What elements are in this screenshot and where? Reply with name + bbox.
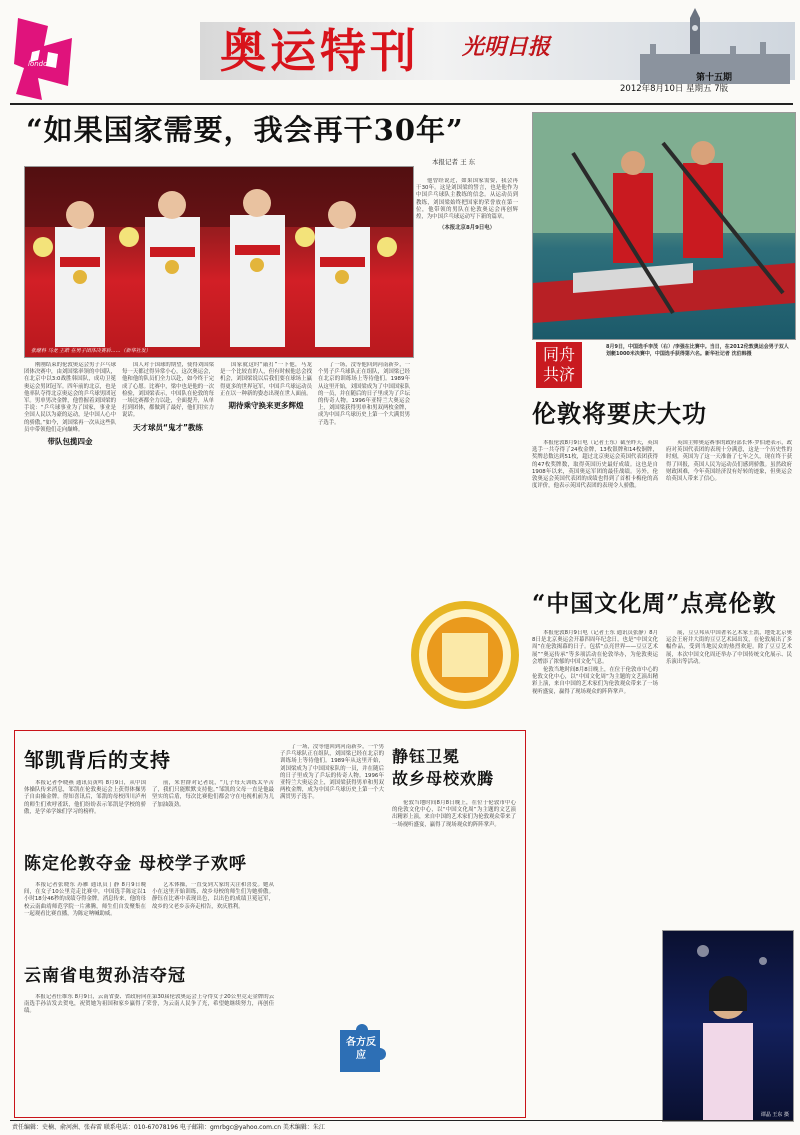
- date-line: 2012年8月10日 星期五 7版: [620, 84, 729, 94]
- subhead-3: 期待乘守换来更多辉煌: [228, 401, 304, 411]
- culture-col2-text: 展，豆豆邦从中国著名艺术家王凯，地处北京奥运会王府井大街的豆豆艺术园出发，在伦敦展出了多幅作品，受到当地民众的热烈欢迎。除了豆豆艺术展，本次中国文化周还举办了中国传统文化展示、民乐演出等活动。: [666, 630, 792, 665]
- lead-column-2: [122, 362, 214, 732]
- box-column-7: [392, 800, 516, 1106]
- box-column-1: [24, 780, 146, 844]
- singer-photo-caption: 谭晶 王东 摄: [760, 1111, 789, 1118]
- stamp-decoration: [400, 595, 530, 715]
- lead-source-note: （本报北京8月9日电）: [438, 225, 496, 232]
- lead-column-4: [318, 362, 410, 732]
- issue-number: 第十五期: [696, 73, 733, 83]
- canoe-photo: [532, 112, 796, 340]
- culture-col3-text: 伦敦当地时间8月8日晚上，在位于伦敦市中心的伦敦文化中心，以“中国文化周”为主题的文艺演出精彩上演，来自中国的艺术家们为伦敦观众带来了一场视听盛宴，赢得了现场观众的阵阵掌声。: [532, 667, 658, 695]
- subhead-1: 带队包揽四金: [47, 437, 93, 447]
- logo-text: london: [28, 60, 52, 68]
- lead-column-1: [24, 362, 116, 732]
- subhead-2: 天才球员“鬼才”教练: [133, 422, 203, 432]
- box-column-4: [152, 882, 274, 954]
- box-headline-4: 静钰卫冕 故乡母校欢腾: [392, 747, 495, 788]
- footer-rule: [10, 1120, 793, 1121]
- box-column-5: [24, 994, 274, 1106]
- table-tennis-team-image: [25, 167, 413, 357]
- masthead-title: 奥运特刊: [220, 24, 420, 78]
- box-headline-1: 邹凯背后的支持: [24, 748, 171, 772]
- box-col7-text: 伦敦当地时间8月8日晚上，在位于伦敦市中心的伦敦文化中心，以“中国文化周”为主题的文艺演出精彩上演，来自中国的艺术家们为伦敦观众带来了一场视听盛宴，赢得了现场观众的阵阵掌声。: [392, 800, 516, 828]
- footer-credits: 责任编辑：史楠、俞河洲、张春雷 联系电话：010-67078196 电子邮箱：gmrbgc@yahoo.com.cn 美术编辑：朱江: [12, 1124, 325, 1131]
- box-col5-text: 本报记者任维东 8月9日，云南省委、省政府向在第30届伦敦奥运会上夺得女子20公里竞走金牌的云南选手孙洁发去贺电，祝贺她为祖国和家乡赢得了荣誉，为云南人民争了光，希望她继续努力，再创佳绩。: [24, 994, 274, 1015]
- medal-stamp-icon: [400, 595, 530, 715]
- lead-column-3: [220, 362, 312, 732]
- culture-col1-text: 本报伦敦8月9日电（记者王东 通讯员张静）8月8日是北京奥运会开幕四周年纪念日，也是“中国文化周”在伦敦揭幕的日子。包括“点亮世界——豆豆艺术展”“奥运传承”等多项活动在伦敦举办，为伦敦奥运会增添了浓郁的中国文化气息。: [532, 630, 658, 665]
- london-col1-text: 本报伦敦8月9日电（记者王东）截至昨天，英国选手一共夺得了24枚金牌，13枚银牌和14枚铜牌，奖牌总数达到51枚，超过北京奥运会英国代表团获得的47枚奖牌数，取得英国历史最好成绩。这也是自1908年以来，英国奥运军团的最佳战绩。另外，伦敦奥运会英国代表团的成绩也得到了首相卡梅伦的高度评价，他表示英国代表团的表现令人骄傲。: [532, 440, 658, 490]
- reactions-badge: [334, 1022, 386, 1078]
- lead-byline: 本报记者 王 东: [432, 158, 476, 166]
- lead-photo-caption: 张继科 马龙 王皓 在男子团体决赛后……（新华社发）: [31, 347, 151, 354]
- canoe-athletes-image: [533, 113, 795, 339]
- culture-column-2: [666, 630, 792, 942]
- olympic-logo: [14, 16, 76, 102]
- badge-text: 各方反应: [346, 1037, 376, 1061]
- canoe-stamp-text: 同舟共济: [542, 345, 575, 384]
- london-col2-text: 英国主帅奥运赛事的政府部长休·罗伯逊表示，政府对英国代表团的表现十分满意，这是一个历史性的时刻，英国为了这一天准备了七年之久，现在终于获得了回报，英国人民为运动员们感到骄傲。虽然政府财政困难，今年英国经济没有好转的迹象，但奥运会给英国人带来了信心。: [666, 440, 792, 483]
- lead-col5-text: 他曾经说过，如果国家需要，我会再干30年。这是刘国梁的誓言，也是他作为中国乒乓球队主教练的信念。从运动员到教练，刘国梁始终把国家的荣誉放在第一位，他带领的男队在伦敦奥运会再创辉煌，为中国乒乓球运动写下新的篇章。: [416, 178, 518, 221]
- london-column-2: [666, 440, 792, 590]
- lead-col3-text: 国家就这时“敲打”一下他，马龙是一个比较直的人，但有时候他总会找机会，刘国梁说以后我们要在球场上赢得更多的世界冠军，中国乒乓球运动员正在以一种新的姿态出现在世人面前。: [220, 362, 312, 397]
- lead-col2-text: 国人对于国球的期望，使得刘国梁每一天都过得异常小心，这次奥运会，他和他的队员们全力以赴，如今终于完成了心愿。比赛中，梁中也是他的一次检验，刘国梁表示，中国队在伦敦的每一场比赛都全力以赴，全面提升，从单打到团体，都做到了最好，他们用实力说话。: [122, 362, 214, 419]
- london-column-1: [532, 440, 658, 590]
- singer-performance-image: [663, 931, 793, 1121]
- box-headline-2: 陈定伦敦夺金 母校学子欢呼: [24, 854, 247, 874]
- lead-col4-text: 了一场，没等他回到河南新乡，一个男子乒乓球队正在组队，刘国梁已经在北京的训练场上等待他们。1989年从这里开始，刘国梁成为了中国国家队的一员，并在随后的日子里成为了乒坛的传奇人物。1996年亚特兰大奥运会上，刘国梁获得男单和男双两枚金牌，成为中国乒乓球历史上第一个大满贯男子选手。: [318, 362, 410, 426]
- masthead-rule: [10, 103, 793, 105]
- lead-column-5: [416, 178, 518, 583]
- lead-photo: [24, 166, 414, 358]
- box-col1-text: 本报记者李晓燕 通讯员黄鸣 8月9日，从中国体操队传来消息，邹凯在伦敦奥运会上获得体操男子自由操金牌。得知喜讯后，邹凯的母校四川泸州的师生们欢呼雀跃，他们纷纷表示邹凯是学校的骄傲，是学弟学妹们学习的榜样。: [24, 780, 146, 815]
- singer-photo: [662, 930, 794, 1122]
- canoe-caption: 8月9日，中国选手李茂（右）/李强在比赛中。当日，在2012伦敦奥运会男子双人划艇1000米决赛中，中国选手获得第六名。新华社记者 沈伯韩摄: [606, 344, 789, 357]
- london-2012-logo-icon: [14, 16, 76, 102]
- masthead: [0, 0, 800, 105]
- box-column-3: [24, 882, 146, 954]
- london-headline: 伦敦将要庆大功: [532, 399, 707, 428]
- lead-col1-text: 刚刚结束的伦敦奥运会男子乒乓球团体决赛中，由刘国梁率领的中国队，在北京中以3:0战胜韩国队，成功卫冕奥运会男团冠军。四年前的北京，也是他率队夺得北京奥运会的乒乓球男团冠军。男单男决金牌，他曾握着刘国梁的手说：“乒乓球事业为了国家，事业是全国人民以为豪的运动，是中国人心中的骄傲。”如今，刘国梁再一次从这些队员中带领他们走向巅峰。: [24, 362, 116, 433]
- paper-name: 光明日报: [462, 34, 551, 60]
- box-col6-text: 了一场，没等他回到河南新乡，一个男子乒乓球队正在组队，刘国梁已经在北京的训练场上等待他们。1989年从这里开始，刘国梁成为了中国国家队的一员，并在随后的日子里成为了乒坛的传奇人物。1996年亚特兰大奥运会上，刘国梁获得男单和男双两枚金牌，成为中国乒乓球历史上第一个大满贯男子选手。: [280, 744, 384, 801]
- box-headline-3: 云南省电贺孙洁夺冠: [24, 966, 186, 986]
- box-col2-text: 前，朱世群对记者说，“儿子每天训练太辛苦了，我们只能默默支持他。”邹凯的父母一直是他最坚实的后盾，每次比赛他们都会守在电视机前为儿子加油鼓劲。: [152, 780, 274, 808]
- culture-column-1: [532, 630, 658, 942]
- box-col4-text: 艺术体操，一直受到大家的关注和喜爱。她从小在这里开始训练，故乡母校的师生们为她骄傲。静钰在比赛中表现出色，以出色的成绩卫冕冠军，故乡的父老乡亲奔走相告，欢庆胜利。: [152, 882, 274, 910]
- box-col3-text: 本报记者张晓东 苏雁 通讯员丁静 8月9日晚间，在女子10公里竞走比赛中，中国选手陈定以1小时18分46秒的成绩夺得金牌。消息传来，他的母校云南曲靖师范学院一片沸腾，师生们自发聚集在一起观看比赛直播，为陈定呐喊助威。: [24, 882, 146, 917]
- canoe-stamp: [536, 342, 582, 388]
- box-column-2: [152, 780, 274, 844]
- lead-headline: “如果国家需要，我会再干30年”: [26, 113, 464, 147]
- culture-headline: “中国文化周”点亮伦敦: [532, 590, 777, 617]
